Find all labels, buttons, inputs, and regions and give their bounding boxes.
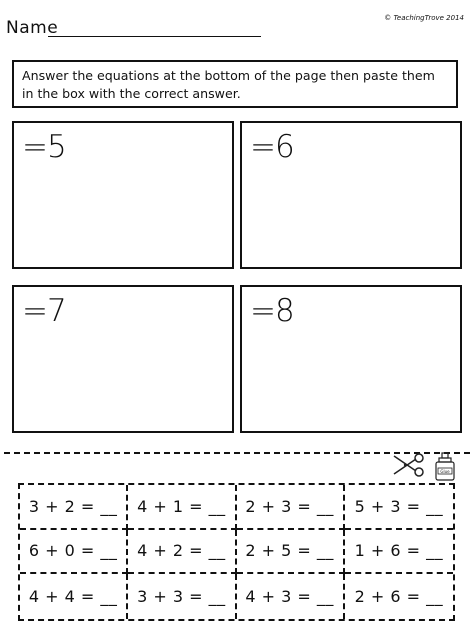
equation-grid [18, 483, 455, 621]
answer-box-5[interactable] [12, 121, 234, 269]
equation-card[interactable]: 2 + 5 = __ [237, 530, 345, 575]
glue-icon [433, 452, 457, 482]
equation-card[interactable]: 2 + 3 = __ [237, 485, 345, 530]
equation-card[interactable]: 6 + 0 = __ [20, 530, 128, 575]
answer-box-label: =6 [250, 129, 294, 165]
answer-box-8[interactable] [240, 285, 462, 433]
answer-box-label: =7 [22, 293, 66, 329]
name-label: Name [6, 18, 59, 38]
equation-card[interactable]: 5 + 3 = __ [345, 485, 453, 530]
equation-card[interactable]: 3 + 2 = __ [20, 485, 128, 530]
answer-box-label: =8 [250, 293, 294, 329]
answer-box-6[interactable] [240, 121, 462, 269]
equation-card[interactable]: 1 + 6 = __ [345, 530, 453, 575]
equation-card[interactable]: 4 + 3 = __ [237, 574, 345, 619]
equation-card[interactable]: 4 + 2 = __ [128, 530, 236, 575]
answer-box-label: =5 [22, 129, 66, 165]
equation-card[interactable]: 4 + 1 = __ [128, 485, 236, 530]
name-line[interactable] [48, 36, 261, 37]
copyright-text: © TeachingTrove 2014 [384, 14, 464, 22]
instructions-box: Answer the equations at the bottom of the page then paste them in the box with the correct answer. [12, 60, 458, 108]
answer-box-7[interactable] [12, 285, 234, 433]
equation-card[interactable]: 2 + 6 = __ [354, 587, 444, 607]
equation-card[interactable]: 3 + 3 = __ [128, 574, 236, 619]
equation-card[interactable]: 4 + 4 = __ [20, 574, 128, 619]
glue-label: Glue [440, 468, 450, 474]
scissors-icon [390, 452, 426, 478]
